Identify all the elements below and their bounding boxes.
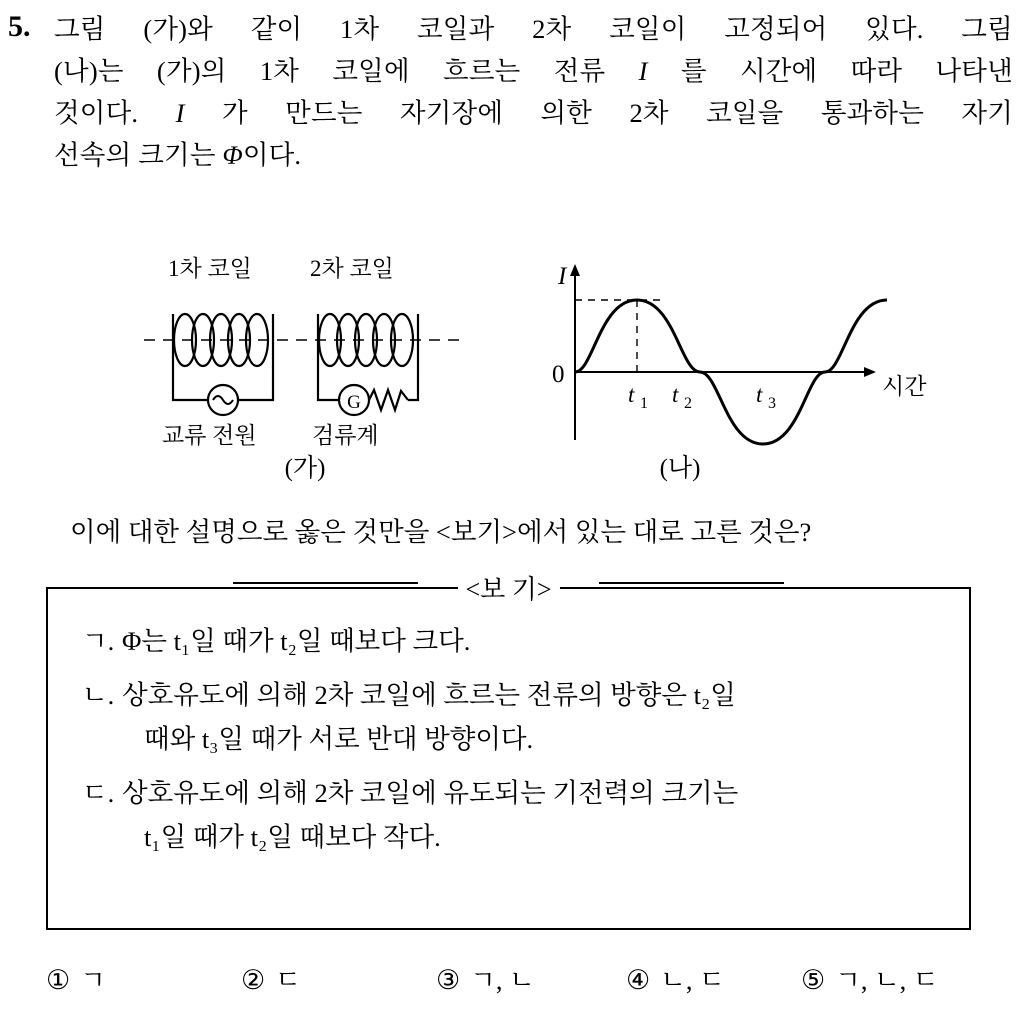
- coil1-label: 1차 코일: [168, 256, 252, 281]
- bogi-box: [46, 575, 971, 930]
- svg-text:0: 0: [552, 361, 565, 388]
- bogi-item-2-text: [122, 673, 942, 761]
- galvanometer-label: 검류계: [312, 423, 379, 448]
- figure-a-coils: [140, 250, 470, 482]
- bogi-rule-left: [233, 582, 418, 584]
- bogi-item-3: [82, 771, 942, 859]
- choice-3[interactable]: [436, 958, 626, 997]
- svg-text:2: 2: [684, 395, 692, 412]
- choice-4[interactable]: [626, 958, 801, 997]
- question-text: [54, 8, 1013, 176]
- svg-text:G: G: [347, 392, 361, 413]
- bogi-item-3-mark: ㄷ.: [82, 778, 115, 808]
- choice-1-text: ㄱ: [80, 965, 106, 995]
- bogi-item-1: [82, 619, 942, 663]
- bogi-item-3-text: [122, 771, 942, 859]
- coil2-label: 2차 코일: [310, 256, 394, 281]
- svg-text:시간: 시간: [882, 373, 927, 399]
- choice-2[interactable]: [241, 958, 436, 997]
- answer-choices: [46, 958, 986, 997]
- choice-2-number: ②: [241, 965, 266, 995]
- bogi-item-3-line1: 상호유도에 의해 2차 코일에 유도되는 기전력의 크기는: [122, 778, 739, 808]
- svg-text:t: t: [756, 382, 763, 407]
- question-prompt: 이에 대한 설명으로 옳은 것만을 <보기>에서 있는 대로 고른 것은?: [70, 517, 812, 547]
- stem-line-1: 그림 (가)와 같이 1차 코일과 2차 코일이 고정되어 있다. 그림: [54, 14, 1013, 44]
- choice-4-number: ④: [626, 965, 651, 995]
- choice-2-text: ㄷ: [275, 965, 301, 995]
- bogi-item-2: [82, 673, 942, 761]
- bogi-title: <보 기>: [457, 569, 559, 606]
- choice-3-number: ③: [436, 965, 461, 995]
- svg-text:1: 1: [640, 395, 648, 412]
- stem-line-3: 것이다. I 가 만드는 자기장에 의한 2차 코일을 통과하는 자기: [54, 98, 1013, 128]
- figure-b-caption: (나): [659, 455, 701, 482]
- figure-a-caption: (가): [284, 455, 326, 482]
- bogi-rule-right: [599, 582, 784, 584]
- choice-1-number: ①: [46, 965, 71, 995]
- svg-text:t: t: [672, 382, 679, 407]
- choice-5[interactable]: [801, 958, 939, 997]
- question-number: 5.: [8, 10, 31, 43]
- bogi-item-3-line2: t₁일 때가 t₂일 때보다 작다.: [144, 822, 441, 852]
- choice-5-text: ㄱ, ㄴ, ㄷ: [835, 965, 939, 995]
- svg-text:I: I: [558, 263, 567, 290]
- bogi-item-2-line1: 상호유도에 의해 2차 코일에 흐르는 전류의 방향은 t₂일: [122, 680, 736, 710]
- svg-text:t: t: [628, 382, 635, 407]
- bogi-item-1-text: Φ는 t₁일 때가 t₂일 때보다 크다.: [122, 626, 471, 656]
- stem-line-4: 선속의 크기는 Φ이다.: [54, 140, 302, 170]
- bogi-items: [82, 619, 942, 869]
- figures-row: [0, 250, 1019, 480]
- choice-3-text: ㄱ, ㄴ: [470, 965, 535, 995]
- bogi-item-2-mark: ㄴ.: [82, 680, 115, 710]
- ac-source-label: 교류 전원: [162, 423, 257, 448]
- stem-line-2: (나)는 (가)의 1차 코일에 흐르는 전류 I 를 시간에 따라 나타낸: [54, 56, 1013, 86]
- choice-4-text: ㄴ, ㄷ: [660, 965, 725, 995]
- bogi-item-1-mark: ㄱ.: [82, 626, 115, 656]
- current-time-graph: [530, 250, 930, 450]
- figure-b-graph: [530, 250, 930, 482]
- choice-1[interactable]: [46, 958, 241, 997]
- svg-text:3: 3: [768, 395, 776, 412]
- question-stem: [8, 8, 1013, 176]
- choice-5-number: ⑤: [801, 965, 826, 995]
- bogi-item-2-line2: 때와 t₃일 때가 서로 반대 방향이다.: [144, 724, 534, 754]
